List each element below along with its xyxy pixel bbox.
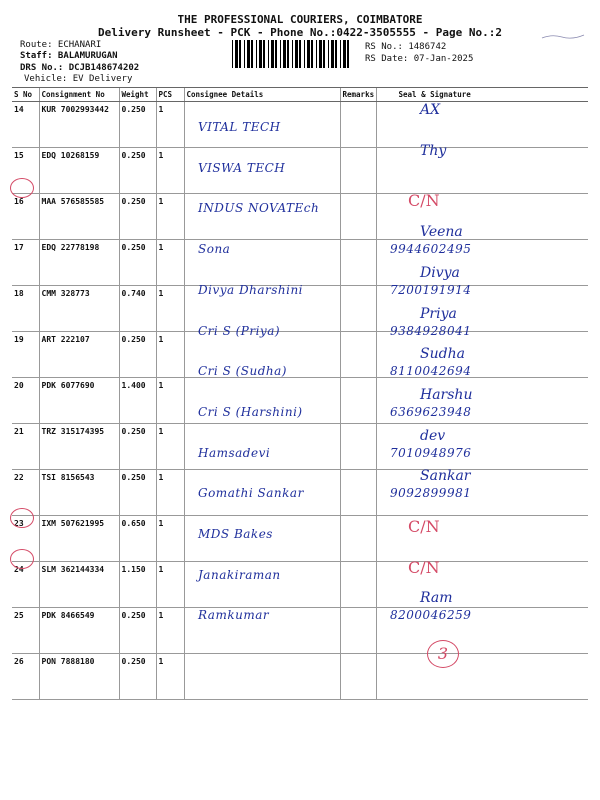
row-consignment: PON 7888180 [39,654,119,700]
row-sno: 19 [12,332,39,378]
row-weight: 0.250 [119,654,156,700]
vehicle-label: Vehicle: EV Delivery [24,74,133,84]
row-consignment: MAA 576585585 [39,194,119,240]
row-consignment: PDK 6077690 [39,378,119,424]
table-row [12,240,588,286]
drs-label: DRS No.: DCJB148674202 [20,63,140,73]
row-sno: 18 [12,286,39,332]
handwritten-cn-mark: C/N [408,517,440,536]
row-remarks-cell [340,562,376,608]
handwritten-signature: AX [420,102,441,118]
page-mark-circle: 3 [427,640,459,668]
pen-scribble [540,30,590,42]
table-row [12,332,588,378]
handwritten-signature: dev [420,427,446,444]
handwritten-consignee: Cri S (Harshini) [198,404,303,419]
handwritten-phone: 7200191914 [390,282,472,297]
row-remarks-cell [340,102,376,148]
row-pcs: 1 [156,332,184,378]
row-weight: 0.250 [119,194,156,240]
table-row [12,424,588,470]
row-remarks-cell [340,516,376,562]
row-consignment: PDK 8466549 [39,608,119,654]
row-consignment: SLM 362144334 [39,562,119,608]
handwritten-consignee: INDUS NOVATEch [198,201,320,216]
row-weight: 0.250 [119,240,156,286]
row-weight: 0.250 [119,608,156,654]
row-remarks-cell [340,332,376,378]
table-row [12,516,588,562]
row-pcs: 1 [156,470,184,516]
row-weight: 0.650 [119,516,156,562]
row-pcs: 1 [156,378,184,424]
table-row [12,102,588,148]
handwritten-signature: Ram [420,590,453,607]
row-pcs: 1 [156,562,184,608]
row-weight: 0.250 [119,102,156,148]
handwritten-consignee: Ramkumar [198,608,270,623]
staff-label: Staff: BALAMURUGAN [20,51,118,61]
row-weight: 0.250 [119,470,156,516]
handwritten-signature: Veena [420,224,463,241]
handwritten-phone: 9384928041 [390,323,472,338]
row-consignment: TRZ 315174395 [39,424,119,470]
handwritten-consignee: Gomathi Sankar [198,486,304,501]
table-row [12,608,588,654]
row-signature-cell [376,654,588,700]
row-consignee-cell [184,194,340,240]
col-signature: Seal & Signature [376,88,588,102]
row-pcs: 1 [156,608,184,654]
handwritten-phone: 8110042694 [390,364,472,379]
handwritten-signature: Sankar [420,468,471,485]
col-sno: S No [12,88,39,102]
row-weight: 1.150 [119,562,156,608]
table-header-row [12,88,588,102]
col-consignment: Consignment No [39,88,119,102]
row-consignment: CMM 328773 [39,286,119,332]
row-weight: 0.250 [119,148,156,194]
table-row [12,148,588,194]
row-consignment: EDQ 22778198 [39,240,119,286]
handwritten-consignee: Janakiraman [198,567,281,582]
row-sno: 22 [12,470,39,516]
row-weight: 0.250 [119,332,156,378]
row-pcs: 1 [156,148,184,194]
handwritten-phone: 8200046259 [390,608,472,623]
sno-circle-25 [10,549,34,569]
row-remarks-cell [340,240,376,286]
handwritten-consignee: Hamsadevi [198,445,271,460]
handwritten-signature: Divya [420,264,460,281]
rs-number: RS No.: 1486742 [365,42,447,52]
handwritten-phone: 7010948976 [390,445,472,460]
row-pcs: 1 [156,102,184,148]
col-weight: Weight [119,88,156,102]
handwritten-consignee: MDS Bakes [198,527,273,541]
col-remarks: Remarks [340,88,376,102]
row-sno: 23 [12,516,39,562]
table-row [12,194,588,240]
handwritten-consignee: VITAL TECH [198,120,281,134]
row-consignment: ART 222107 [39,332,119,378]
row-consignee-cell [184,654,340,700]
row-pcs: 1 [156,194,184,240]
row-remarks-cell [340,148,376,194]
handwritten-signature: Priya [420,305,457,322]
row-sno: 21 [12,424,39,470]
row-signature-cell [376,102,588,148]
runsheet-title: Delivery Runsheet - PCK - Phone No.:0422-3505555 - Page No.:2 [98,26,502,39]
table-row [12,562,588,608]
row-sno: 14 [12,102,39,148]
runsheet-table [12,87,588,700]
row-sno: 26 [12,654,39,700]
row-sno: 17 [12,240,39,286]
handwritten-signature: Thy [420,142,447,159]
row-weight: 0.250 [119,424,156,470]
handwritten-cn-mark: C/N [408,557,440,577]
row-sno: 25 [12,608,39,654]
row-consignment: IXM 507621995 [39,516,119,562]
row-pcs: 1 [156,286,184,332]
col-consignee: Consignee Details [184,88,340,102]
row-consignment: KUR 7002993442 [39,102,119,148]
handwritten-phone: 9944602495 [390,242,472,257]
handwritten-consignee: Cri S (Sudha) [198,364,287,379]
handwritten-consignee: Divya Dharshini [198,282,304,297]
table-row [12,654,588,700]
handwritten-consignee: Sona [198,242,231,257]
handwritten-phone: 9092899981 [390,486,472,501]
row-remarks-cell [340,470,376,516]
handwritten-consignee: VISWA TECH [198,160,286,175]
row-pcs: 1 [156,516,184,562]
handwritten-signature: Harshu [420,386,473,403]
row-remarks-cell [340,654,376,700]
row-sno: 20 [12,378,39,424]
sno-circle-24 [10,508,34,528]
row-remarks-cell [340,286,376,332]
row-remarks-cell [340,378,376,424]
handwritten-cn-mark: C/N [408,191,440,211]
barcode [232,40,354,68]
sno-circle-16 [10,178,34,198]
row-remarks-cell [340,194,376,240]
row-weight: 0.740 [119,286,156,332]
handwritten-signature: Sudha [420,346,465,363]
row-sno: 15 [12,148,39,194]
company-title: THE PROFESSIONAL COURIERS, COIMBATORE [177,13,423,26]
row-consignment: EDQ 10268159 [39,148,119,194]
row-pcs: 1 [156,240,184,286]
row-remarks-cell [340,424,376,470]
rs-date: RS Date: 07-Jan-2025 [365,54,474,64]
row-signature-cell [376,148,588,194]
row-consignment: TSI 8156543 [39,470,119,516]
handwritten-consignee: Cri S (Priya) [198,323,281,338]
col-pcs: PCS [156,88,184,102]
handwritten-phone: 6369623948 [390,404,472,419]
row-weight: 1.400 [119,378,156,424]
row-pcs: 1 [156,654,184,700]
row-remarks-cell [340,608,376,654]
row-pcs: 1 [156,424,184,470]
route-label: Route: ECHANARI [20,40,102,50]
row-sno: 24 [12,562,39,608]
row-sno: 16 [12,194,39,240]
